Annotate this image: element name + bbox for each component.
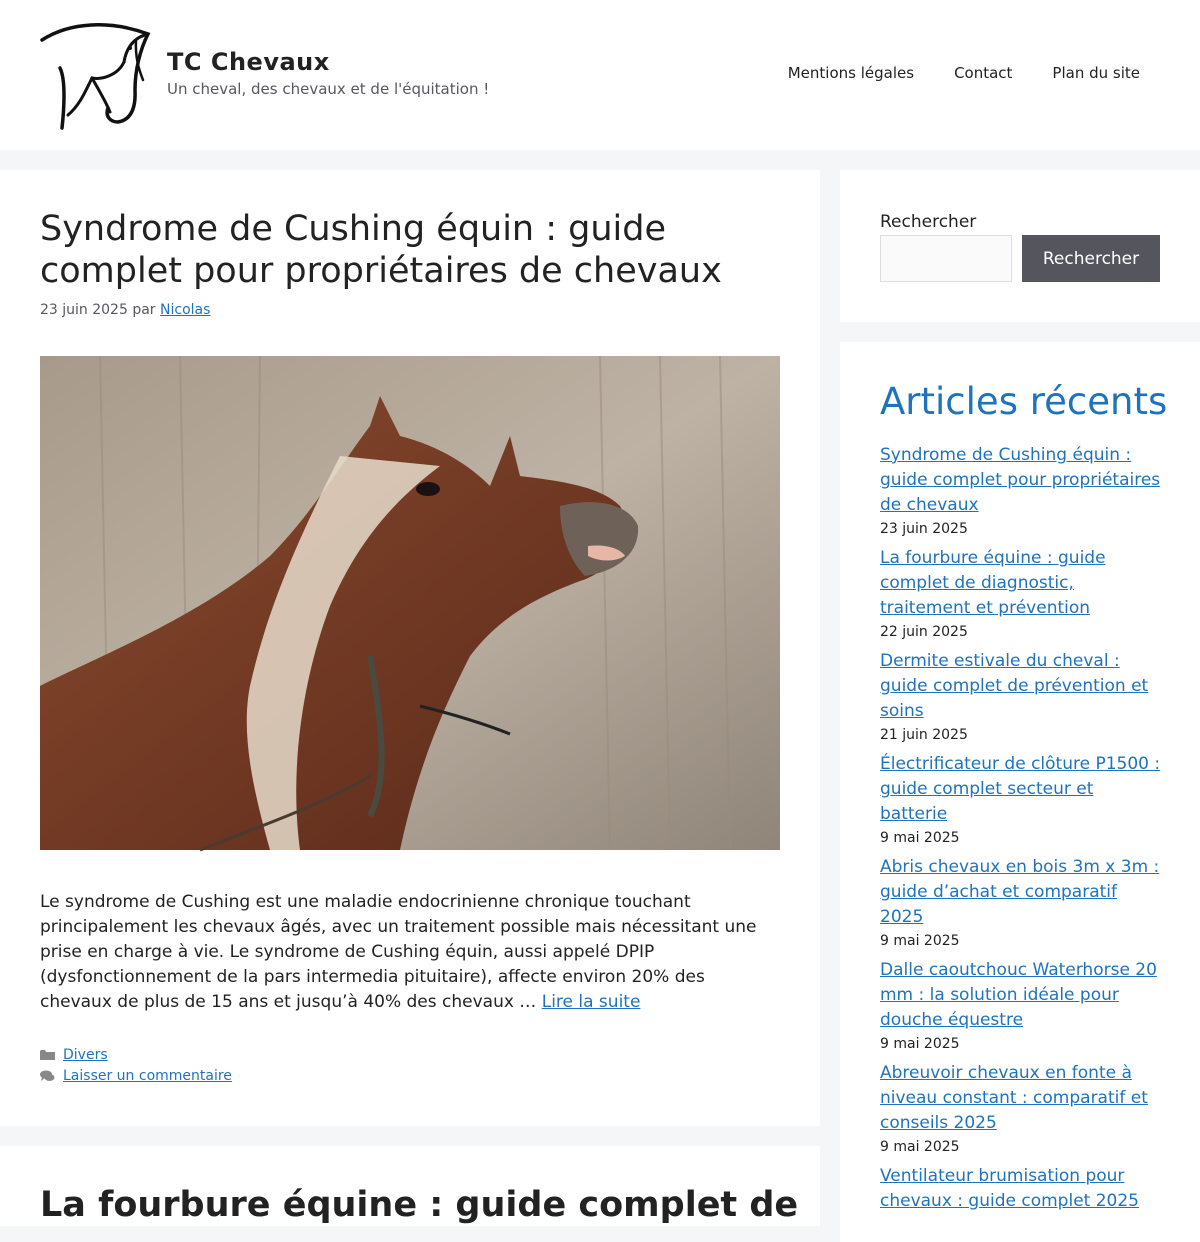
recent-post-date: 9 mai 2025 bbox=[880, 933, 960, 949]
recent-post-link[interactable]: Abris chevaux en bois 3m x 3m : guide d’achat et comparatif 2025 bbox=[880, 857, 1160, 927]
list-item bbox=[880, 443, 1165, 540]
post-title[interactable]: Syndrome de Cushing équin : guide complet pour propriétaires de chevaux bbox=[40, 209, 722, 291]
list-item bbox=[880, 1164, 1165, 1214]
main-nav bbox=[788, 64, 1140, 82]
recent-posts-widget bbox=[840, 342, 1200, 1242]
recent-post-link[interactable]: Dermite estivale du cheval : guide complet de prévention et soins bbox=[880, 651, 1149, 721]
nav-item-plan-du-site[interactable]: Plan du site bbox=[1052, 64, 1140, 82]
recent-post-date: 9 mai 2025 bbox=[880, 1036, 960, 1052]
nav-item-mentions-legales[interactable]: Mentions légales bbox=[787, 64, 915, 82]
recent-post-link[interactable]: Abreuvoir chevaux en fonte à niveau constant : comparatif et conseils 2025 bbox=[880, 1063, 1148, 1133]
post-excerpt bbox=[40, 890, 780, 1015]
recent-post-link[interactable]: Syndrome de Cushing équin : guide complet pour propriétaires de chevaux bbox=[880, 445, 1161, 515]
post-author-link[interactable]: Nicolas bbox=[160, 302, 211, 318]
list-item bbox=[880, 958, 1165, 1055]
list-item bbox=[880, 1061, 1165, 1158]
recent-post-date: 9 mai 2025 bbox=[880, 1139, 960, 1155]
comment-bubbles-icon bbox=[40, 1070, 55, 1082]
list-item bbox=[880, 649, 1165, 746]
recent-post-link[interactable]: Dalle caoutchouc Waterhorse 20 mm : la solution idéale pour douche équestre bbox=[880, 960, 1157, 1030]
post-title-2[interactable]: La fourbure équine : guide complet de bbox=[40, 1185, 799, 1225]
nav-item-contact[interactable]: Contact bbox=[954, 64, 1013, 82]
post-by: par bbox=[132, 302, 156, 318]
post-date: 23 juin 2025 bbox=[40, 302, 128, 318]
recent-post-date: 9 mai 2025 bbox=[880, 830, 960, 846]
folder-icon bbox=[40, 1049, 55, 1061]
post-featured-image[interactable] bbox=[40, 356, 780, 850]
read-more-link[interactable]: Lire la suite bbox=[541, 992, 641, 1012]
site-tagline: Un cheval, des chevaux et de l'équitation ! bbox=[167, 80, 490, 98]
recent-posts-list bbox=[880, 443, 1165, 1220]
post-category-row bbox=[40, 1044, 232, 1065]
post-comment-row bbox=[40, 1065, 232, 1086]
recent-post-date: 21 juin 2025 bbox=[880, 727, 968, 743]
search-input[interactable] bbox=[880, 235, 1012, 282]
post-excerpt-text: Le syndrome de Cushing est une maladie endocrinienne chronique touchant principalement les chevaux âgés, avec un traitement possible mais nécessitant une prise en charge à vie. Le syndrome de Cushing équin, aussi appelé DPIP (dysfonctionnement de la pars intermedia pituitaire), affecte environ 20% des chevaux de plus de 15 ans et jusqu’à 40% des chevaux … bbox=[40, 892, 757, 1012]
leave-comment-link[interactable]: Laisser un commentaire bbox=[63, 1067, 232, 1084]
site-header bbox=[0, 0, 1200, 150]
post-meta bbox=[40, 302, 210, 318]
recent-post-link[interactable]: La fourbure équine : guide complet de diagnostic, traitement et prévention bbox=[880, 548, 1106, 618]
recent-post-date: 22 juin 2025 bbox=[880, 624, 968, 640]
site-title[interactable]: TC Chevaux bbox=[167, 48, 330, 76]
recent-posts-heading: Articles récents bbox=[880, 380, 1168, 423]
search-widget bbox=[840, 170, 1200, 322]
recent-post-link[interactable]: Électrificateur de clôture P1500 : guide complet secteur et batterie bbox=[880, 754, 1161, 824]
list-item bbox=[880, 752, 1165, 849]
recent-post-link[interactable]: Ventilateur brumisation pour chevaux : guide complet 2025 bbox=[880, 1166, 1139, 1211]
post-category-link[interactable]: Divers bbox=[63, 1046, 108, 1063]
list-item bbox=[880, 546, 1165, 643]
recent-post-date: 23 juin 2025 bbox=[880, 521, 968, 537]
post-card-2 bbox=[0, 1146, 820, 1226]
search-label: Rechercher bbox=[880, 212, 977, 232]
horse-photo-image bbox=[40, 356, 780, 850]
post-card bbox=[0, 170, 820, 1126]
search-button[interactable]: Rechercher bbox=[1022, 235, 1160, 282]
horse-head-logo-icon[interactable] bbox=[40, 20, 152, 130]
list-item bbox=[880, 855, 1165, 952]
post-footer bbox=[40, 1044, 232, 1086]
